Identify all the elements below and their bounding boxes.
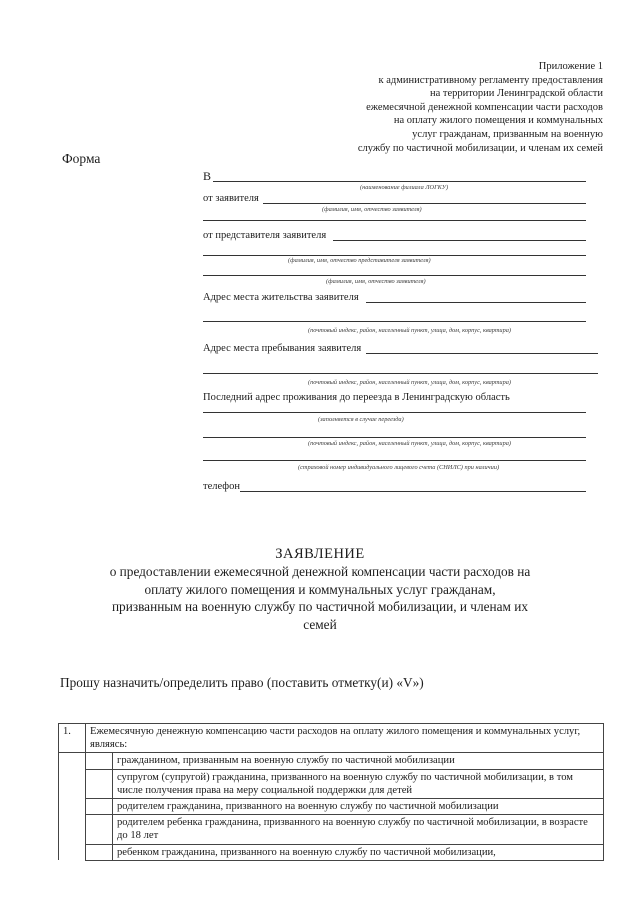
representative-caption2: (фамилия, имя, отчество заявителя) xyxy=(326,278,426,285)
appendix-line: к административному регламенту предоставления xyxy=(378,74,603,86)
option-text: родителем гражданина, призванного на военную службу по частичной мобилизации xyxy=(113,799,604,815)
table-row xyxy=(59,769,604,798)
request-text: Прошу назначить/определить право (поставить отметку(и) «V») xyxy=(60,675,424,690)
to-caption: (наименование филиала ЛОГКУ) xyxy=(360,184,449,191)
appendix-header xyxy=(223,60,603,155)
to-line[interactable] xyxy=(213,181,586,182)
snils-caption: (страховой номер индивидуального лицевого счета (СНИЛС) при наличии) xyxy=(298,464,500,471)
appendix-line: службу по частичной мобилизации, и членам их семей xyxy=(357,142,603,154)
appendix-line: на оплату жилого помещения и коммунальных xyxy=(393,115,603,127)
subtitle-line: призванным на военную службу по частичной мобилизации, и членам их xyxy=(111,599,529,614)
from-representative-label: от представителя заявителя xyxy=(203,230,327,241)
subtitle-line: о предоставлении ежемесячной денежной компенсации части расходов на xyxy=(109,564,531,579)
table-row xyxy=(59,724,604,753)
subtitle-line: оплату жилого помещения и коммунальных услуг гражданам, xyxy=(144,581,496,597)
appendix-line: на территории Ленинградской области xyxy=(429,88,603,100)
option-checkbox[interactable] xyxy=(86,769,113,798)
appendix-line: Приложение 1 xyxy=(538,61,603,72)
last-address-caption2: (почтовый индекс, район, населенный пункт, улица, дом, корпус, квартира) xyxy=(308,440,511,447)
form-label: Форма xyxy=(62,151,101,166)
stay-caption: (почтовый индекс, район, населенный пункт, улица, дом, корпус, квартира) xyxy=(308,379,511,386)
from-applicant-label: от заявителя xyxy=(203,193,259,204)
from-representative-line[interactable] xyxy=(333,240,586,241)
table-row xyxy=(59,815,604,844)
last-address-line[interactable] xyxy=(203,412,586,413)
appendix-line: ежемесячной денежной компенсации части расходов xyxy=(366,101,603,113)
from-applicant-caption: (фамилия, имя, отчество заявителя) xyxy=(322,206,422,213)
last-address-line2[interactable] xyxy=(203,437,586,438)
row-number: 1. xyxy=(59,724,86,753)
option-text: гражданином, призванным на военную службу по частичной мобилизации xyxy=(113,753,604,769)
document-subtitle xyxy=(40,563,600,633)
last-address-label: Последний адрес проживания до переезда в Ленинградскую область xyxy=(203,392,510,403)
table-row xyxy=(59,753,604,769)
phone-label: телефон xyxy=(203,481,240,492)
document-title: ЗАЯВЛЕНИЕ xyxy=(275,546,365,562)
table-row xyxy=(59,844,604,860)
phone-line[interactable] xyxy=(240,491,586,492)
option-checkbox[interactable] xyxy=(86,844,113,860)
residence-address-line[interactable] xyxy=(366,302,586,303)
residence-caption: (почтовый индекс, район, населенный пункт, улица, дом, корпус, квартира) xyxy=(308,327,511,334)
residence-address-label: Адрес места жительства заявителя xyxy=(203,292,359,303)
option-checkbox[interactable] xyxy=(86,753,113,769)
subtitle-line: семей xyxy=(303,616,337,632)
option-checkbox[interactable] xyxy=(86,799,113,815)
appendix-line: услуг гражданам, призванным на военную xyxy=(412,128,603,140)
option-text: ребенком гражданина, призванного на военную службу по частичной мобилизации, xyxy=(113,844,604,860)
options-table xyxy=(58,723,604,861)
stay-address-line[interactable] xyxy=(366,353,598,354)
last-address-caption1: (заполняется в случае переезда) xyxy=(318,416,404,423)
from-applicant-line2[interactable] xyxy=(203,220,586,221)
row-text: Ежемесячную денежную компенсацию части расходов на оплату жилого помещения и коммунальных услуг, являясь: xyxy=(86,724,604,753)
stay-address-label: Адрес места пребывания заявителя xyxy=(203,343,362,354)
from-applicant-line[interactable] xyxy=(263,203,586,204)
from-representative-line2[interactable] xyxy=(203,255,586,256)
stay-address-line2[interactable] xyxy=(203,373,598,374)
residence-address-line2[interactable] xyxy=(203,321,586,322)
table-row xyxy=(59,799,604,815)
option-text: родителем ребенка гражданина, призванного на военную службу по частичной мобилизации, в возрасте до 18 лет xyxy=(113,815,604,844)
option-text: супругом (супругой) гражданина, призванного на военную службу по частичной мобилизации, в том числе получения права на меру социальной поддержки для детей xyxy=(113,769,604,798)
option-checkbox[interactable] xyxy=(86,815,113,844)
to-prefix: В xyxy=(203,169,212,183)
representative-caption: (фамилия, имя, отчество представителя заявителя) xyxy=(288,257,431,264)
from-representative-line3[interactable] xyxy=(203,275,586,276)
snils-line[interactable] xyxy=(203,460,586,461)
